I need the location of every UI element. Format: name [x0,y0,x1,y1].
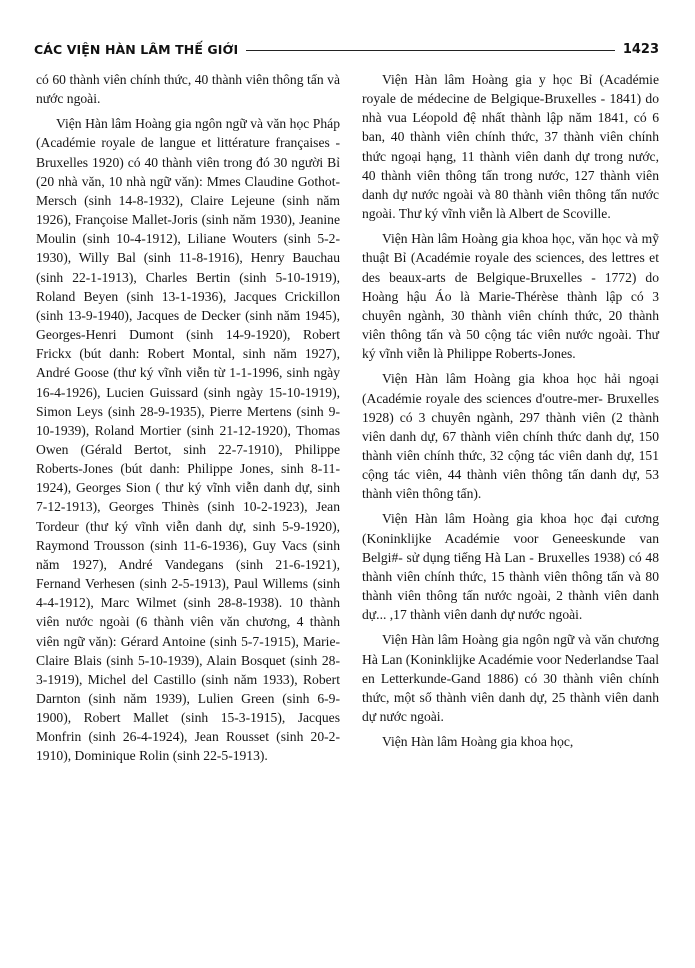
right-column [362,70,659,757]
paragraph: Viện Hàn lâm Hoàng gia ngôn ngữ và văn học Pháp (Académie royale de langue et littérature françaises - Bruxelles 1920) có 40 thành viên trong đó 30 người Bỉ (20 nhà văn, 10 nhà ngữ văn): Mmes Claudine Gothot-Mersch (sinh 14-8-1932), Claire Lejeune (sinh năm 1926), Françoise Mallet-Joris (sinh năm 1930), Jeanine Moulin (sinh 10-4-1912), Liliane Wouters (sinh 5-2-1930), Willy Bal (sinh 11-8-1916), Henry Bauchau (sinh 22-1-1913), Charles Bertin (sinh 5-10-1919), Roland Beyen (sinh 13-1-1936), Jacques Crickillon (sinh 13-9-1940), Jacques de Decker (sinh năm 1945), Georges-Henri Dumont (sinh 14-9-1920), Robert Frickx (bút danh: Robert Montal, sinh năm 1927), André Goose (thư ký vĩnh viễn từ 1-1-1996, sinh ngày 16-4-1926), Lucien Guissard (sinh ngày 15-10-1919), Simon Leys (sinh 28-9-1935), Pierre Mertens (sinh 9-10-1939), Roland Mortier (sinh 21-12-1920), Thomas Owen (Gérald Bertot, sinh 22-7-1910), Philippe Roberts-Jones (bút danh: Philippe Jones, sinh 8-11-1924), Georges Sion ( thư ký vĩnh viễn danh dự, sinh 7-12-1913), Georges Thinès (sinh 10-2-1923), Jean Tordeur (thư ký vĩnh viễn danh dự, sinh 5-9-1920), Raymond Trousson (sinh 11-6-1936), Guy Vacs (sinh năm 1927), André Vandegans (sinh 21-6-1921), Fernand Verhesen (sinh 2-5-1913), Paul Willems (sinh 4-4-1912), Marc Wilmet (sinh 28-8-1938). 10 thành viên nước ngoài (6 thành viên văn chương, 4 thành viên ngữ văn): Gérard Antoine (sinh 5-7-1915), Marie-Claire Blais (sinh 5-10-1939), Alain Bosquet (sinh 28-3-1919), Michel del Castillo (sinh năm 1933), Robert Darnton (sinh năm 1939), Lulien Green (sinh 6-9-1900), Robert Mallet (sinh 15-3-1915), Jacques Monfrin (sinh 26-4-1924), Jean Rousset (sinh 20-2-1910), Dominique Rolin (sinh 22-5-1913). [36,116,340,764]
paragraph: Viện Hàn lâm Hoàng gia khoa học hải ngoại (Académie royale des sciences d'outre-mer- Bruxelles 1928) có 3 chuyên ngành, 297 thành viên (2 thành viên danh dự, 67 thành viên chính thức danh dự, 150 thành viên chính thức, 32 cộng tác viên danh dự, 151 cộng tác viên, 44 thành viên thông tấn danh dự, 53 thành viên thông tấn). [362,371,659,502]
paragraph: có 60 thành viên chính thức, 40 thành viên thông tấn và nước ngoài. [36,72,340,107]
running-header-title: CÁC VIỆN HÀN LÂM THẾ GIỚI [34,41,239,57]
paragraph: Viện Hàn lâm Hoàng gia khoa học, [382,734,574,750]
paragraph: Viện Hàn lâm Hoàng gia y học Bỉ (Académie royale de médecine de Belgique-Bruxelles - 1841) do nhà vua Léopold đệ nhất thành lập năm 1841, có 6 ban, 40 thành viên chính thức, 37 thành viên chính thức ngoại hạng, 11 thành viên danh dự trong nước, 40 thành viên thông tấn trong nước, 127 thành viên danh dự nước ngoài và 80 thành viên thông tấn nước ngoài. Thư ký vĩnh viễn là Albert de Scoville. [362,72,659,222]
paragraph: Viện Hàn lâm Hoàng gia ngôn ngữ và văn chương Hà Lan (Koninklijke Académie voor Nederlandse Taal en Letterkunde-Gand 1886) có 30 thành viên chính thức, một số thành viên danh dự, 25 thành viên danh dự nước ngoài. [362,632,659,724]
left-column [36,70,340,772]
page-number: 1423 [622,41,659,57]
paragraph: Viện Hàn lâm Hoàng gia khoa học, văn học và mỹ thuật Bỉ (Académie royale des sciences, des lettres et des beaux-arts de Belgique-Bruxelles - 1772) do Hoàng hậu Áo là Marie-Thérèse thành lập có 3 chuyên ngành, 30 thành viên chính thức, 20 thành viên thông tấn và 50 cộng tác viên nước ngoài. Thư ký vĩnh viễn là Philippe Roberts-Jones. [362,231,659,362]
header-rule [246,50,615,51]
running-header [34,38,659,60]
paragraph: Viện Hàn lâm Hoàng gia khoa học đại cương (Koninklijke Académie voor Geneeskunde van Belgi#- sử dụng tiếng Hà Lan - Bruxelles 1938) có 48 thành viên chính thức, 15 thành viên thông tấn và 80 thành viên thông tấn nước ngoài, 2 thành viên danh dự... ,17 thành viên danh dự nước ngoài. [362,511,659,623]
